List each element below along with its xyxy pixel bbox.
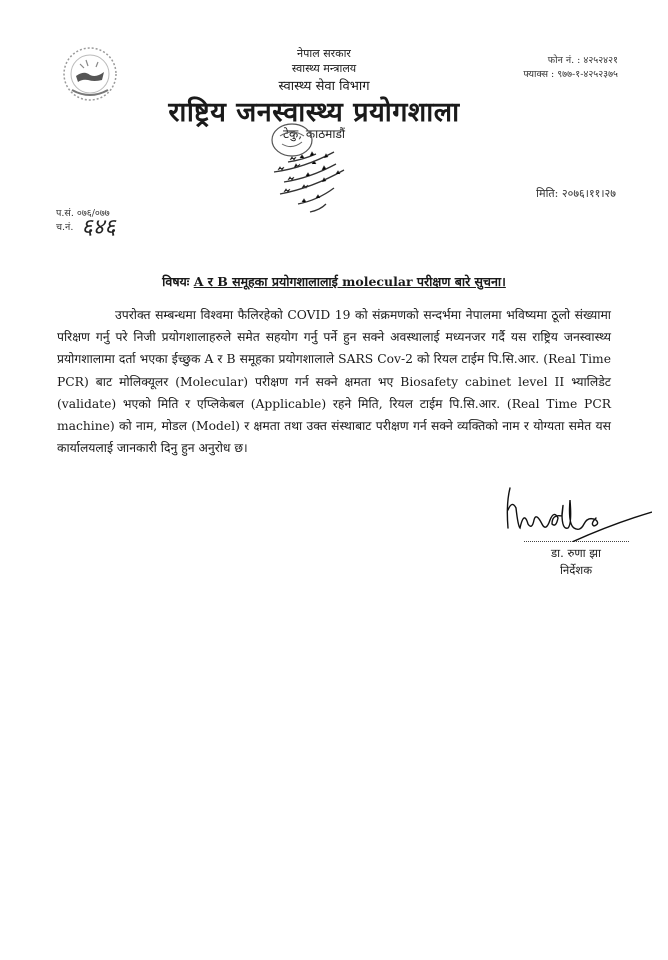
organization-location: टेकु, काठमाडौं	[282, 127, 345, 141]
fax-number: फ्याक्स : ९७७-१-४२५२३७५	[523, 69, 618, 80]
subject-line	[0, 273, 668, 290]
contact-info	[523, 54, 618, 82]
body-paragraph: उपरोक्त सम्बन्धमा विश्वमा फैलिरहेको COVID 19 को संक्रमणको सन्दर्भमा नेपालमा भविष्यमा ठूलो संख्यामा परिक्षण गर्नु परे निजी प्रयोगशालाहरुले समेत सहयोग गर्नु पर्ने हुन सक्ने अवस्थालाई मध्यनजर गर्दै यस राष्ट्रिय जनस्वास्थ्य प्रयोगशालामा दर्ता भएका ईच्छुक A र B समूहका प्रयोगशालाले SARS Cov-2 को रियल टाईम पि.सि.आर. (Real Time PCR) बाट मोलिक्यूलर (Molecular) परीक्षण गर्न सक्ने क्षमता भए Biosafety cabinet level II भ्यालिडेट (validate) भएको मिति र एप्लिकेबल (Applicable) रहने मिति, रियल टाईम पि.सि.आर. (Real Time PCR machine) को नाम, मोडल (Model) र क्षमता तथा उक्त संस्थाबाट परीक्षण गर्न सक्ने व्यक्तिको नाम र योग्यता समेत यस कार्यालयलाई जानकारी दिनु हुन अनुरोध छ।	[57, 308, 611, 456]
signatory-designation: निर्देशक	[559, 563, 593, 577]
letter-date: मिति: २०७६।११।२७	[536, 187, 616, 200]
header-line-department: स्वास्थ्य सेवा विभाग	[278, 79, 370, 94]
signature-icon	[502, 484, 652, 542]
official-stamp	[250, 120, 380, 238]
phone-number: फोन नं. : ४२५२४२१	[547, 55, 618, 66]
signature-line	[524, 541, 629, 542]
stamp-icon	[250, 120, 380, 238]
dispatch-number-value: ६४६	[81, 215, 116, 240]
header-line-ministry: स्वास्थ्य मन्त्रालय	[291, 62, 357, 75]
dispatch-number-row	[56, 215, 116, 240]
organization-title: राष्ट्रिय जनस्वास्थ्य प्रयोगशाला	[168, 97, 460, 128]
subject-text: A र B समूहका प्रयोगशालालाई molecular परीक्षण बारे सुचना।	[193, 274, 506, 289]
signatory-name: डा. रुणा झा	[551, 546, 601, 560]
handwritten-signature	[502, 484, 652, 542]
dispatch-number-label: च.नं.	[56, 222, 74, 233]
reference-block	[56, 207, 116, 240]
letter-serial-number: प.सं. ०७६/०७७	[56, 208, 110, 219]
header-line-government: नेपाल सरकार	[297, 47, 351, 60]
subject-label: विषयः	[162, 274, 190, 289]
letter-body	[57, 304, 611, 459]
